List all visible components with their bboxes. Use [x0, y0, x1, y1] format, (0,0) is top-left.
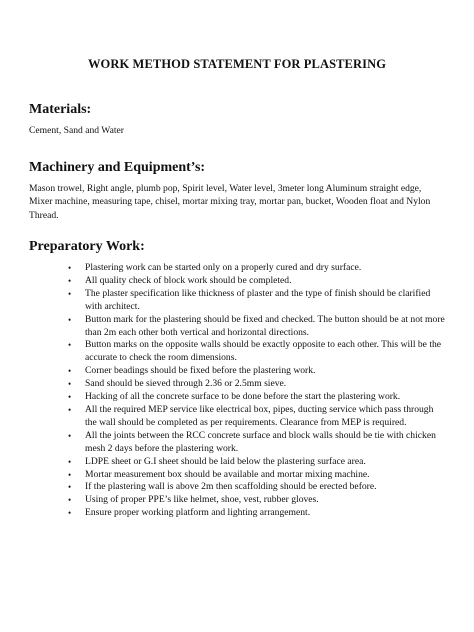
list-item-text: If the plastering wall is above 2m then scaffolding should be erected before.: [85, 481, 377, 493]
bullet-icon: •: [68, 288, 72, 299]
list-item-text: Mortar measurement box should be available and mortar mixing machine.: [85, 468, 370, 480]
list-item-text: Ensure proper working platform and lighting arrangement.: [85, 507, 311, 519]
list-item: [0, 469, 474, 482]
list-item-text: Button marks on the opposite walls should be exactly opposite to each other. This will be the accurate to check the room dimensions.: [85, 339, 442, 364]
materials-heading: Materials:: [29, 102, 92, 117]
list-item: [0, 378, 474, 391]
materials-text: Cement, Sand and Water: [29, 125, 124, 136]
list-item: [0, 456, 474, 469]
list-item: [0, 314, 474, 340]
bullet-icon: •: [68, 469, 72, 480]
bullet-icon: •: [68, 508, 72, 519]
bullet-icon: •: [68, 495, 72, 506]
preparatory-heading: Preparatory Work:: [29, 239, 145, 254]
list-item-text: Hacking of all the concrete surface to be done before the start the plastering work.: [85, 391, 401, 403]
list-item-text: Button mark for the plastering should be fixed and checked. The button should be at not more than 2m each other both vertical and horizontal directions.: [85, 313, 445, 338]
list-item: [0, 404, 474, 430]
preparatory-list: [0, 262, 474, 520]
list-item: [0, 430, 474, 456]
list-item-text: LDPE sheet or G.I sheet should be laid below the plastering surface area.: [85, 455, 366, 467]
list-item: [0, 275, 474, 288]
list-item-text: Using of proper PPE’s like helmet, shoe, vest, rubber gloves.: [85, 494, 319, 506]
list-item: [0, 391, 474, 404]
list-item: [0, 262, 474, 275]
list-item-text: All quality check of block work should be completed.: [85, 274, 292, 286]
list-item-text: Sand should be sieved through 2.36 or 2.5mm sieve.: [85, 378, 287, 390]
list-item: [0, 365, 474, 378]
list-item: [0, 494, 474, 507]
bullet-icon: •: [68, 314, 72, 325]
bullet-icon: •: [68, 366, 72, 377]
list-item: [0, 507, 474, 520]
list-item-text: Corner beadings should be fixed before the plastering work.: [85, 365, 316, 377]
list-item-text: All the required MEP service like electrical box, pipes, ducting service which pass through the wall should be completed as per requirements. Clearance from MEP is required.: [85, 403, 434, 428]
machinery-heading: Machinery and Equipment’s:: [29, 160, 206, 175]
list-item: [0, 288, 474, 314]
list-item-text: The plaster specification like thickness of plaster and the type of finish should be clarified with architect.: [85, 287, 431, 312]
document-title: WORK METHOD STATEMENT FOR PLASTERING: [87, 57, 387, 71]
bullet-icon: •: [68, 392, 72, 403]
list-item: [0, 481, 474, 494]
bullet-icon: •: [68, 404, 72, 415]
list-item-text: All the joints between the RCC concrete surface and block walls should be tie with chicken mesh 2 days before the plastering work.: [85, 429, 436, 454]
bullet-icon: •: [68, 482, 72, 493]
list-item-text: Plastering work can be started only on a properly cured and dry surface.: [85, 262, 362, 273]
bullet-icon: •: [68, 456, 72, 467]
bullet-icon: •: [68, 430, 72, 441]
list-item: [0, 339, 474, 365]
bullet-icon: •: [68, 379, 72, 390]
bullet-icon: •: [68, 275, 72, 286]
bullet-icon: •: [68, 263, 72, 273]
machinery-text: Mason trowel, Right angle, plumb pop, Spirit level, Water level, 3meter long Aluminum straight edge, Mixer machine, measuring tape, chisel, mortar mixing tray, mortar pan, bucket, Wooden float and Nylon Thread.: [29, 183, 431, 221]
bullet-icon: •: [68, 340, 72, 351]
